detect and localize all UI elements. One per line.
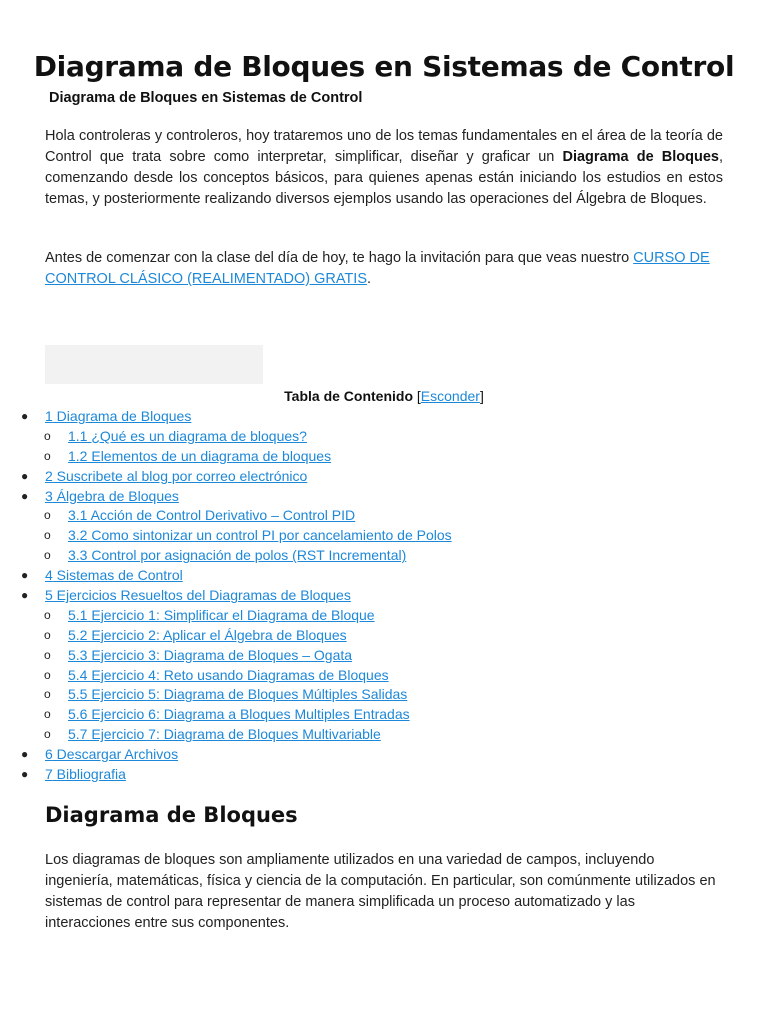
toc-item bbox=[0, 625, 768, 645]
circle-bullet-icon: o bbox=[44, 548, 51, 563]
toc-link[interactable] bbox=[45, 585, 351, 605]
circle-bullet-icon: o bbox=[44, 687, 51, 702]
toc-item bbox=[0, 446, 768, 466]
toc-item bbox=[0, 645, 768, 665]
toc-label: Acción de Control Derivativo – Control PID bbox=[87, 507, 356, 524]
toc-link[interactable] bbox=[68, 645, 352, 665]
intro-text: Hola controleras y controleros, hoy trataremos uno de los temas fundamentales en el área de la teoría de Control que trata sobre como interpretar, simplificar, diseñar y graficar un bbox=[45, 128, 723, 165]
toc-number: 1 bbox=[45, 408, 53, 424]
circle-bullet-icon: o bbox=[44, 647, 51, 662]
toc-number: 1.2 bbox=[68, 447, 88, 464]
toc-number: 3.3 bbox=[68, 547, 88, 564]
toc-label: Suscribete al blog por correo electrónico bbox=[52, 467, 308, 484]
toc-title: Tabla de Contenido bbox=[284, 388, 414, 404]
toc-bracket-close: ] bbox=[479, 388, 484, 404]
toc-number: 5.4 bbox=[68, 666, 88, 683]
toc-item bbox=[0, 704, 768, 724]
toc-number: 6 bbox=[45, 746, 53, 763]
bullet-icon: ● bbox=[21, 488, 29, 503]
toc-number: 5.2 bbox=[68, 626, 88, 643]
toc-label: ¿Qué es un diagrama de bloques? bbox=[87, 427, 307, 444]
toc-link[interactable] bbox=[45, 406, 191, 426]
bullet-icon: ● bbox=[21, 468, 29, 483]
circle-bullet-icon: o bbox=[44, 707, 51, 722]
toc-number: 5 bbox=[45, 587, 53, 604]
toc-number: 3.1 bbox=[68, 507, 88, 524]
toc-number: 7 bbox=[45, 766, 53, 783]
circle-bullet-icon: o bbox=[44, 428, 51, 443]
page-subtitle: Diagrama de Bloques en Sistemas de Control bbox=[49, 90, 363, 106]
toc-label: Ejercicio 3: Diagrama de Bloques – Ogata bbox=[87, 646, 353, 663]
toc-label: Descargar Archivos bbox=[52, 746, 179, 763]
toc-number: 5.3 bbox=[68, 646, 88, 663]
bullet-icon: ● bbox=[21, 747, 29, 762]
toc-item bbox=[0, 585, 768, 605]
toc-item bbox=[0, 545, 768, 565]
toc-header bbox=[0, 387, 768, 405]
toc-label: Álgebra de Bloques bbox=[52, 487, 179, 504]
toc-link[interactable] bbox=[45, 565, 183, 585]
toc-item bbox=[0, 665, 768, 685]
toc-item bbox=[0, 565, 768, 585]
toc-label: Ejercicio 4: Reto usando Diagramas de Bloques bbox=[87, 666, 389, 683]
toc-number: 4 bbox=[45, 567, 53, 584]
toc-number: 2 bbox=[45, 467, 53, 484]
circle-bullet-icon: o bbox=[44, 607, 51, 622]
toc-number: 3 bbox=[45, 487, 53, 504]
toc-bracket-open: [ bbox=[416, 388, 421, 404]
toc-label: Sistemas de Control bbox=[52, 567, 183, 584]
toc-label: Ejercicio 7: Diagrama de Bloques Multivariable bbox=[87, 726, 381, 743]
toc-item bbox=[0, 505, 768, 525]
toc-item bbox=[0, 486, 768, 506]
toc-link[interactable] bbox=[68, 605, 375, 625]
invitation-paragraph bbox=[45, 248, 723, 290]
circle-bullet-icon: o bbox=[44, 627, 51, 642]
toc-item bbox=[0, 724, 768, 744]
toc-link[interactable] bbox=[45, 466, 307, 486]
table-of-contents bbox=[0, 406, 768, 784]
toc-number: 5.7 bbox=[68, 726, 88, 743]
toc-label: Bibliografia bbox=[52, 766, 126, 783]
bullet-icon: ● bbox=[21, 588, 29, 603]
toc-label: Ejercicio 2: Aplicar el Álgebra de Bloques bbox=[87, 626, 347, 643]
toc-label: Como sintonizar un control PI por cancelamiento de Polos bbox=[87, 527, 452, 544]
toc-item bbox=[0, 466, 768, 486]
bullet-icon: ● bbox=[21, 767, 29, 782]
invitation-text: Antes de comenzar con la clase del día de hoy, te hago la invitación para que veas nuestro bbox=[45, 250, 634, 266]
toc-link[interactable] bbox=[68, 545, 406, 565]
toc-item bbox=[0, 744, 768, 764]
toc-item bbox=[0, 684, 768, 704]
page-title: Diagrama de Bloques en Sistemas de Control bbox=[33, 50, 735, 83]
toc-link[interactable] bbox=[68, 505, 355, 525]
toc-link[interactable] bbox=[68, 704, 410, 724]
toc-label: Diagrama de Bloques bbox=[52, 408, 192, 424]
circle-bullet-icon: o bbox=[44, 448, 51, 463]
toc-link[interactable] bbox=[68, 625, 347, 645]
toc-label: Ejercicio 5: Diagrama de Bloques Múltiples Salidas bbox=[87, 686, 408, 703]
intro-paragraph bbox=[45, 126, 723, 210]
toc-number: 5.6 bbox=[68, 706, 88, 723]
circle-bullet-icon: o bbox=[44, 528, 51, 543]
intro-bold-term: Diagrama de Bloques bbox=[562, 149, 719, 165]
intro-text-end: , comenzando desde los conceptos básicos, para quienes apenas están iniciando los estudios en estos temas, y posteriormente realizando diversos ejemplos usando las operaciones del Álgebra de Bloques. bbox=[45, 149, 723, 207]
section-heading: Diagrama de Bloques bbox=[45, 803, 298, 827]
toc-link[interactable] bbox=[45, 744, 178, 764]
toc-item bbox=[0, 406, 768, 426]
invitation-end: . bbox=[367, 271, 372, 287]
circle-bullet-icon: o bbox=[44, 667, 51, 682]
bullet-icon: ● bbox=[21, 568, 29, 583]
toc-label: Ejercicio 6: Diagrama a Bloques Multiples Entradas bbox=[87, 706, 410, 723]
toc-link[interactable] bbox=[68, 426, 307, 446]
toc-item bbox=[0, 764, 768, 784]
toc-link[interactable] bbox=[45, 486, 179, 506]
toc-item bbox=[0, 525, 768, 545]
section-paragraph: Los diagramas de bloques son ampliamente utilizados en una variedad de campos, incluyendo ingeniería, matemáticas, física y ciencia de la computación. En particular, son comúnmente utilizados en sistemas de control para representar de manera simplificada un proceso automatizado y las interacciones entre sus componentes. bbox=[45, 852, 716, 931]
toc-number: 1.1 bbox=[68, 427, 88, 444]
toc-toggle-link[interactable]: Esconder bbox=[420, 388, 480, 404]
toc-label: Elementos de un diagrama de bloques bbox=[87, 447, 332, 464]
toc-link[interactable] bbox=[68, 665, 389, 685]
circle-bullet-icon: o bbox=[44, 508, 51, 523]
toc-link[interactable] bbox=[68, 446, 331, 466]
toc-link[interactable] bbox=[68, 525, 452, 545]
toc-label: Ejercicios Resueltos del Diagramas de Bloques bbox=[52, 587, 351, 604]
course-link[interactable]: CURSO DE CONTROL CLÁSICO (REALIMENTADO) GRATIS bbox=[45, 250, 710, 287]
toc-number: 5.5 bbox=[68, 686, 88, 703]
bullet-icon: ● bbox=[21, 409, 29, 423]
toc-link[interactable] bbox=[45, 764, 126, 784]
toc-link[interactable] bbox=[68, 684, 407, 704]
toc-number: 3.2 bbox=[68, 527, 88, 544]
toc-label: Ejercicio 1: Simplificar el Diagrama de Bloque bbox=[87, 606, 375, 623]
circle-bullet-icon: o bbox=[44, 727, 51, 742]
ad-placeholder bbox=[45, 345, 263, 384]
toc-number: 5.1 bbox=[68, 606, 88, 623]
toc-item bbox=[0, 605, 768, 625]
toc-link[interactable] bbox=[68, 724, 381, 744]
toc-item bbox=[0, 426, 768, 446]
toc-label: Control por asignación de polos (RST Incremental) bbox=[87, 547, 407, 564]
